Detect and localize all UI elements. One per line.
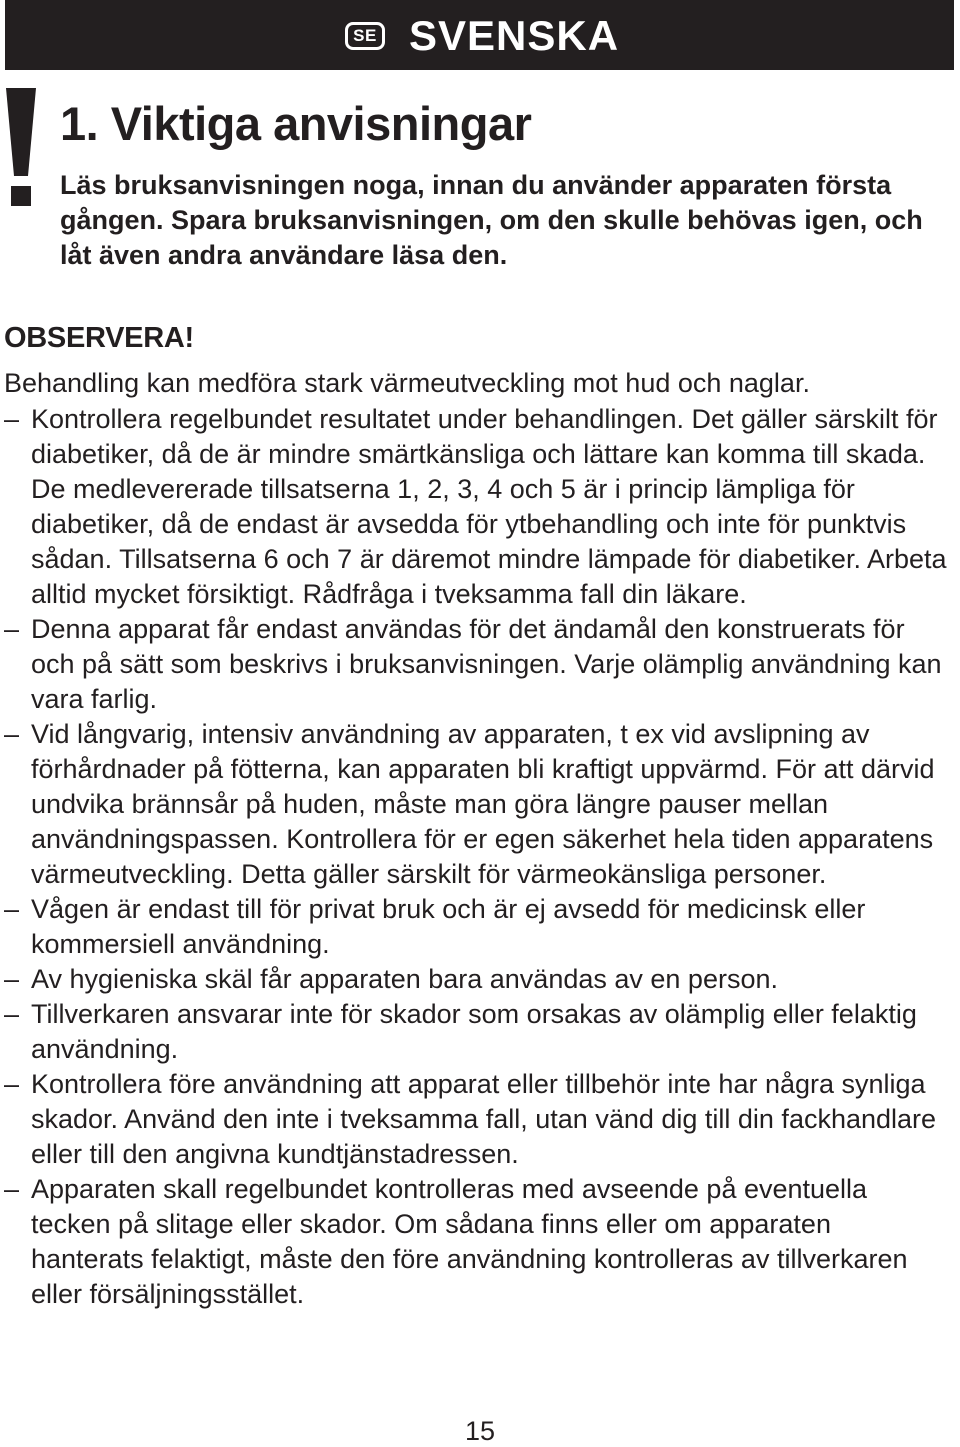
dash-bullet: – <box>4 1069 20 1099</box>
language-header-bar <box>5 0 954 70</box>
dash-bullet: – <box>4 999 20 1029</box>
list-item <box>4 962 949 997</box>
exclamation-warning-icon <box>4 88 38 208</box>
dash-bullet: – <box>4 894 20 924</box>
notice-lead: Behandling kan medföra stark värmeutveckling mot hud och naglar. <box>4 368 810 398</box>
list-item-text: Vågen är endast till för privat bruk och är ej avsedd för medicinsk eller kommersiell användning. <box>31 894 866 959</box>
section-title: 1. Viktiga anvisningar <box>60 97 532 150</box>
list-item <box>4 612 949 717</box>
page-number: 15 <box>464 1416 496 1446</box>
list-item <box>4 1172 949 1312</box>
list-item-text: Kontrollera före användning att apparat eller tillbehör inte har några synliga skador. Använd den inte i tveksamma fall, utan vänd dig till din fackhandlare eller till den angivna kundtjänstadressen. <box>31 1069 937 1169</box>
list-item <box>4 717 949 892</box>
language-code-badge: SE <box>345 22 385 50</box>
list-item <box>4 892 949 962</box>
notice-heading: OBSERVERA! <box>4 322 194 354</box>
intro-paragraph: Läs bruksanvisningen noga, innan du använder apparaten första gången. Spara bruksanvisningen, om den skulle behövas igen, och låt även andra användare läsa den. <box>60 170 923 270</box>
list-item <box>4 997 949 1067</box>
list-item-text: Apparaten skall regelbundet kontrolleras med avseende på eventuella tecken på slitage eller skador. Om sådana finns eller om apparaten hanterats felaktigt, måste den före användning kontrolleras av tillverkaren eller försäljningsstället. <box>31 1174 908 1309</box>
language-name: SVENSKA <box>409 12 620 59</box>
safety-instructions-list <box>4 402 949 1312</box>
dash-bullet: – <box>4 719 20 749</box>
dash-bullet: – <box>4 404 20 434</box>
dash-bullet: – <box>4 964 20 994</box>
dash-bullet: – <box>4 614 20 644</box>
list-item <box>4 1067 949 1172</box>
list-item-text: Vid långvarig, intensiv användning av apparaten, t ex vid avslipning av förhårdnader på fötterna, kan apparaten bli kraftigt uppvärmd. För att därvid undvika brännsår på huden, måste man göra längre pauser mellan användningspassen. Kontrollera för er egen säkerhet hela tiden apparatens värmeutveckling. Detta gäller särskilt för värmeokänsliga personer. <box>31 719 935 889</box>
list-item-text: Denna apparat får endast användas för det ändamål den konstruerats för och på sätt som beskrivs i bruksanvisningen. Varje olämplig användning kan vara farlig. <box>31 614 942 714</box>
list-item <box>4 402 949 612</box>
list-item-text: Tillverkaren ansvarar inte för skador som orsakas av olämplig eller felaktig användning. <box>31 999 917 1064</box>
list-item-text: Kontrollera regelbundet resultatet under behandlingen. Det gäller särskilt för diabetiker, då de är mindre smärtkänsliga och lättare kan komma till skada. De medlevererade tillsatserna 1, 2, 3, 4 och 5 är i princip lämpliga för diabetiker, då de endast är avsedda för ytbehandling och inte för punktvis sådan. Tillsatserna 6 och 7 är däremot mindre lämpade för diabetiker. Arbeta alltid mycket försiktigt. Rådfråga i tveksamma fall din läkare. <box>31 404 947 609</box>
list-item-text: Av hygieniska skäl får apparaten bara användas av en person. <box>31 964 778 994</box>
dash-bullet: – <box>4 1174 20 1204</box>
